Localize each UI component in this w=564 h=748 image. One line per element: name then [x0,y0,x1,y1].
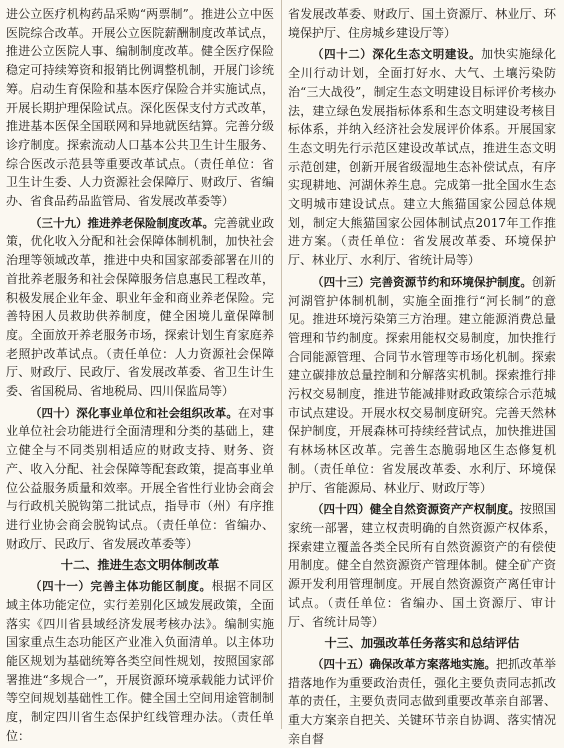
section-45 [288,655,556,748]
section-45-heading: （四十五）确保改革方案落地实施。 [312,656,496,671]
section-44-body: 按照国家统一部署，建立权责明确的自然资源产权体系，探索建立覆盖各类全民所有自然资源资产的有偿使用制度。健全自然资源资产管理体制。健全矿产资源开发利用管理制度。开展自然资源资产离任审计试点。（责任单位：省编办、国土资源厅、审计厅、省统计局等） [288,502,556,629]
section-41 [6,577,274,745]
section-43-heading: （四十三）完善资源节约和环境保护制度。 [312,274,532,289]
section-39 [6,214,274,401]
chapter-13-heading: 十三、加强改革任务落实和总结评估 [324,636,520,651]
section-39-heading: （三十九）推进养老保险制度改革。 [30,215,214,230]
section-40 [6,404,274,554]
column-divider [281,0,282,729]
section-41-body: 根据不同区域主体功能定位，实行差别化区域发展政策，全面落实《四川省县域经济发展考核办法》。编制实施国家重点生态功能区产业准入负面清单。以主体功能区规划为基础统筹各类空间性规划，按照国家部署推进“多规合一”，开展资源环境承载能力试评价等空间规划基础性工作。健全国土空间用途管制制度，制定四川省生态保护红线管理办法。（责任单位： [6,579,274,743]
paragraph-medical-reform: 进公立医疗机构药品采购“两票制”。推进公立中医医院综合改革。开展公立医院薪酬制度改革试点，推进公立医院人事、编制制度改革。健全医疗保险稳定可持续筹资和报销比例调整机制，开展门诊统筹。启动生育保险和基本医疗保险合并实施试点，开展长期护理保险试点。深化医保支付方式改革，推进基本医保全国联网和异地就医结算。完善分级诊疗制度。探索流动人口基本公共卫生计生服务、综合医改示范县等重要改革试点。（责任单位：省卫生计生委、人力资源社会保障厅、财政厅、省编办、省食品药品监管局、省发展改革委等） [6,7,274,209]
paragraph-continued-responsibility: 省发展改革委、财政厅、国土资源厅、林业厅、环境保护厅、住房城乡建设厅等） [288,7,556,40]
section-40-body: 在对事业单位社会功能进行全面清理和分类的基础上，建立健全与不同类别相适应的财政支持、财务、资产、收入分配、社会保障等配套政策，提高事业单位公益服务质量和效率。开展全省性行业协会商会与行政机关脱钩第二批试点，指导市（州）有序推进行业协会商会脱钩试点。（责任单位：省编办、财政厅、民政厅、省发展改革委等） [6,405,274,551]
section-39-body: 完善就业政策，优化收入分配和社会保障体制机制，加快社会治理等领域改革，推进中央和国家部委部署在川的首批养老服务和社会保障服务信息惠民工程改革，积极发展企业年金、职业年金和商业养老保险。完善特困人员救助供养制度，健全困境儿童保障制度。全面放开养老服务市场，探索计划生育家庭养老照护改革试点。（责任单位：人力资源社会保障厅、财政厅、民政厅、省发展改革委、省卫生计生委、省国税局、省地税局、四川保监局等） [6,215,275,399]
section-43-body: 创新河湖管护体制机制，实施全面推行“河长制”的意见。推进环境污染第三方治理。建立能源消费总量管理和节约制度。探索用能权交易制度，加快推行合同能源管理、合同节水管理等市场化机制。探索建立碳排放总量控制和分解落实机制。探索推行排污权交易制度，推进节能减排财政政策综合示范城市试点建设。开展水权交易制度研究。完善天然林保护制度，开展森林可持续经营试点，加快推进国有林场林区改革。完善生态脆弱地区生态修复机制。（责任单位：省发展改革委、水利厅、环境保护厅、省能源局、林业厅、财政厅等） [288,274,556,495]
section-42-heading: （四十二）深化生态文明建设。 [312,47,482,62]
left-column [6,5,274,745]
section-40-heading: （四十）深化事业单位和社会组织改革。 [30,405,238,420]
section-41-heading: （四十一）完善主体功能区制度。 [30,579,212,594]
right-column [288,5,556,748]
chapter-12-heading: 十二、推进生态文明体制改革 [60,558,220,573]
section-44-heading: （四十四）健全自然资源资产产权制度。 [312,502,520,517]
section-45-body: 把抓改革举措落地作为重要政治责任，强化主要负责同志抓改革的责任，主要负责同志做到重要改革亲自部署、重大方案亲自把关、关键环节亲自协调、落实情况亲自督 [288,656,557,746]
section-42-body: 加快实施绿化全川行动计划，全面打好水、大气、土壤污染防治“三大战役”，制定生态文明建设目标评价考核办法，建立绿色发展指标体系和生态文明建设考核目标体系，并纳入经济社会发展评价体系。开展国家生态文明先行示范区建设改革试点，推进生态文明示范创建，创新开展省级湿地生态补偿试点，有序实现耕地、河湖休养生息。完成第一批全国水生态文明城市建设试点。建立大熊猫国家公园总体规划，制定大熊猫国家公园体制试点2017年工作推进方案。（责任单位：省发展改革委、环境保护厅、林业厅、水利厅、省统计局等） [288,47,556,268]
section-44 [288,500,556,631]
section-43 [288,273,556,497]
section-42 [288,45,556,269]
